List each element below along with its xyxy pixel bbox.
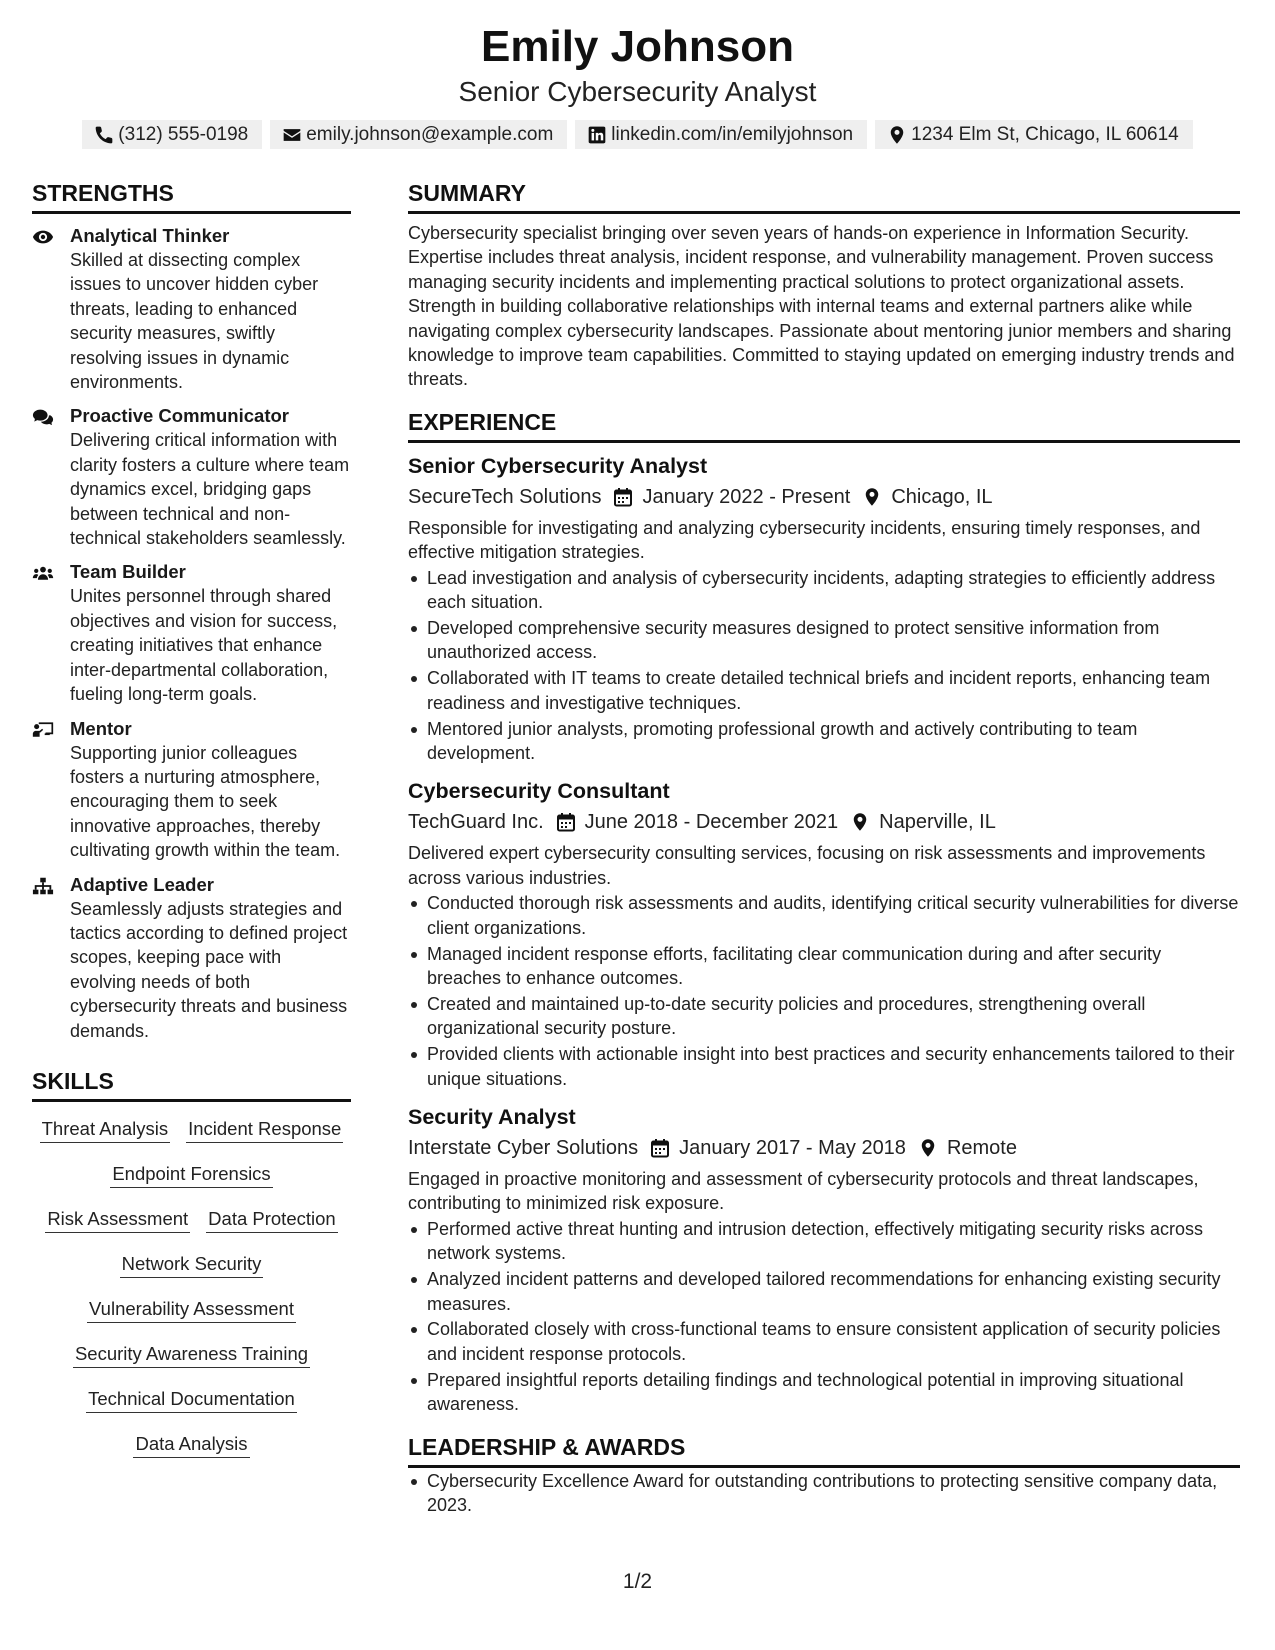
- eye-icon: [32, 227, 54, 247]
- users-icon: [32, 563, 54, 583]
- calendar-icon: [556, 812, 576, 832]
- job-title: Senior Cybersecurity Analyst: [408, 453, 708, 478]
- chalkboard-teacher-icon: [32, 720, 54, 740]
- skill-tag: Threat Analysis: [40, 1117, 170, 1143]
- strength-desc: Supporting junior colleagues fosters a nurturing atmosphere, encouraging them to seek innovative approaches, thereby cultivating growth within the team.: [70, 742, 341, 861]
- bullet-item: Performed active threat hunting and intrusion detection, effectively mitigating security risks across network systems.: [408, 1217, 1240, 1266]
- job-entry: [408, 1103, 1240, 1417]
- job-dates: June 2018 - December 2021: [584, 811, 839, 834]
- strength-title: Adaptive Leader: [70, 873, 214, 895]
- skill-tag: Security Awareness Training: [73, 1342, 310, 1368]
- strength-item: [32, 873, 351, 1043]
- summary-heading: SUMMARY: [408, 177, 1240, 214]
- sitemap-icon: [32, 876, 54, 896]
- job-title: Security Analyst: [408, 1104, 576, 1129]
- skills-heading: SKILLS: [32, 1065, 351, 1102]
- map-pin-icon: [918, 1138, 938, 1158]
- skill-tag: Data Protection: [206, 1207, 338, 1233]
- linkedin-icon: [587, 125, 607, 145]
- contact-email[interactable]: [270, 120, 567, 149]
- summary-text: Cybersecurity specialist bringing over seven years of hands-on experience in Information Security. Expertise includes threat analysis, incident response, and vulnerability management. Proven success managing security incidents and implementing practical solutions to protect organizational assets. Strength in building collaborative relationships with internal teams and external partners alike while navigating complex cybersecurity landscapes. Passionate about mentoring junior members and sharing knowledge to improve team capabilities. Committed to staying updated on emerging industry trends and threats.: [408, 223, 1235, 390]
- job-location: Remote: [946, 1136, 1017, 1159]
- bullet-item: Prepared insightful reports detailing findings and technological potential in improving situational awareness.: [408, 1368, 1240, 1417]
- strength-desc: Delivering critical information with clarity fosters a culture where team dynamics excel, bridging gaps between technical and non-technical stakeholders seamlessly.: [70, 430, 350, 549]
- bullet-item: Provided clients with actionable insight into best practices and security enhancements tailored to their unique situations.: [408, 1042, 1240, 1091]
- bullet-item: Lead investigation and analysis of cybersecurity incidents, adapting strategies to efficiently address each situation.: [408, 566, 1240, 615]
- map-pin-icon: [850, 812, 870, 832]
- experience-heading: EXPERIENCE: [408, 406, 1240, 443]
- strength-item: [32, 560, 351, 706]
- bullet-item: Managed incident response efforts, facilitating clear communication during and after security breaches to enhance outcomes.: [408, 942, 1240, 991]
- contact-linkedin[interactable]: [575, 120, 867, 149]
- map-pin-icon: [887, 125, 907, 145]
- map-pin-icon: [862, 487, 882, 507]
- job-bullets: [408, 566, 1240, 766]
- job-entry: [408, 452, 1240, 766]
- bullet-item: Collaborated closely with cross-functional teams to ensure consistent application of security policies and incident response protocols.: [408, 1317, 1240, 1366]
- strength-desc: Unites personnel through shared objectives and vision for success, creating initiatives that enhance inter-departmental collaboration, fueling long-term goals.: [70, 586, 338, 705]
- job-dates: January 2022 - Present: [642, 485, 851, 508]
- candidate-role: Senior Cybersecurity Analyst: [458, 76, 817, 107]
- resume-header: [0, 20, 1275, 149]
- skill-tag: Network Security: [120, 1252, 264, 1278]
- contact-address: [875, 120, 1193, 149]
- job-location: Naperville, IL: [879, 811, 996, 834]
- contact-phone[interactable]: [82, 120, 262, 149]
- left-column: [32, 177, 351, 1458]
- skill-tag: Technical Documentation: [86, 1387, 297, 1413]
- leadership-list: [408, 1469, 1240, 1518]
- strength-item: [32, 404, 351, 550]
- job-meta: [408, 482, 1240, 512]
- strength-item: [32, 224, 351, 394]
- job-meta: [408, 1133, 1240, 1163]
- job-bullets: [408, 891, 1240, 1091]
- linkedin-text: linkedin.com/in/emilyjohnson: [611, 123, 854, 145]
- strength-desc: Seamlessly adjusts strategies and tactics according to defined project scopes, keeping pace with evolving needs of both cybersecurity threats and business demands.: [70, 898, 348, 1041]
- strength-title: Proactive Communicator: [70, 405, 289, 427]
- job-meta: [408, 807, 1240, 837]
- right-column: [408, 177, 1240, 1519]
- phone-icon: [94, 125, 114, 145]
- page-number: 1/2: [622, 1570, 653, 1593]
- skill-tag: Vulnerability Assessment: [87, 1297, 296, 1323]
- skills-list: [32, 1117, 351, 1458]
- job-dates: January 2017 - May 2018: [679, 1136, 906, 1159]
- calendar-icon: [613, 487, 633, 507]
- phone-text: (312) 555-0198: [118, 123, 249, 145]
- calendar-icon: [650, 1138, 670, 1158]
- job-location: Chicago, IL: [891, 485, 993, 508]
- job-description: Responsible for investigating and analyzing cybersecurity incidents, ensuring timely responses, and effective mitigation strategies.: [408, 517, 1201, 563]
- bullet-item: Analyzed incident patterns and developed tailored recommendations for enhancing existing security measures.: [408, 1267, 1240, 1316]
- strengths-heading: STRENGTHS: [32, 177, 351, 214]
- strength-item: [32, 717, 351, 863]
- skill-tag: Data Analysis: [133, 1432, 249, 1458]
- contact-bar: [0, 120, 1275, 149]
- company-name: TechGuard Inc.: [408, 811, 544, 834]
- leadership-heading: LEADERSHIP & AWARDS: [408, 1431, 1240, 1468]
- strength-title: Analytical Thinker: [70, 225, 230, 246]
- bullet-item: Conducted thorough risk assessments and audits, identifying critical security vulnerabilities for diverse client organizations.: [408, 891, 1240, 940]
- envelope-icon: [282, 125, 302, 145]
- job-description: Engaged in proactive monitoring and assessment of cybersecurity protocols and threat landscapes, contributing to minimized risk exposure.: [408, 1168, 1199, 1214]
- job-description: Delivered expert cybersecurity consulting services, focusing on risk assessments and improvements across various industries.: [408, 843, 1206, 888]
- bullet-item: Developed comprehensive security measures designed to protect sensitive information from unauthorized access.: [408, 616, 1240, 665]
- strength-title: Team Builder: [70, 561, 186, 583]
- strength-title: Mentor: [70, 717, 132, 739]
- job-entry: [408, 777, 1240, 1091]
- email-text: emily.johnson@example.com: [306, 123, 554, 145]
- address-text: 1234 Elm St, Chicago, IL 60614: [911, 123, 1179, 145]
- company-name: Interstate Cyber Solutions: [408, 1136, 639, 1159]
- bullet-item: Collaborated with IT teams to create detailed technical briefs and incident reports, enhancing team readiness and investigative techniques.: [408, 666, 1240, 715]
- comments-icon: [32, 407, 54, 427]
- strength-desc: Skilled at dissecting complex issues to uncover hidden cyber threats, leading to enhanced security measures, swiftly resolving issues in dynamic environments.: [70, 250, 319, 393]
- skill-tag: Incident Response: [186, 1117, 343, 1143]
- candidate-name: Emily Johnson: [481, 22, 794, 71]
- job-title: Cybersecurity Consultant: [408, 779, 670, 804]
- bullet-item: Created and maintained up-to-date security policies and procedures, strengthening overall organizational security posture.: [408, 992, 1240, 1041]
- bullet-item: Mentored junior analysts, promoting professional growth and actively contributing to team development.: [408, 717, 1240, 766]
- skill-tag: Endpoint Forensics: [110, 1162, 272, 1188]
- award-item: Cybersecurity Excellence Award for outstanding contributions to protecting sensitive company data, 2023.: [408, 1469, 1240, 1518]
- company-name: SecureTech Solutions: [408, 485, 602, 508]
- skill-tag: Risk Assessment: [45, 1207, 190, 1233]
- job-bullets: [408, 1217, 1240, 1417]
